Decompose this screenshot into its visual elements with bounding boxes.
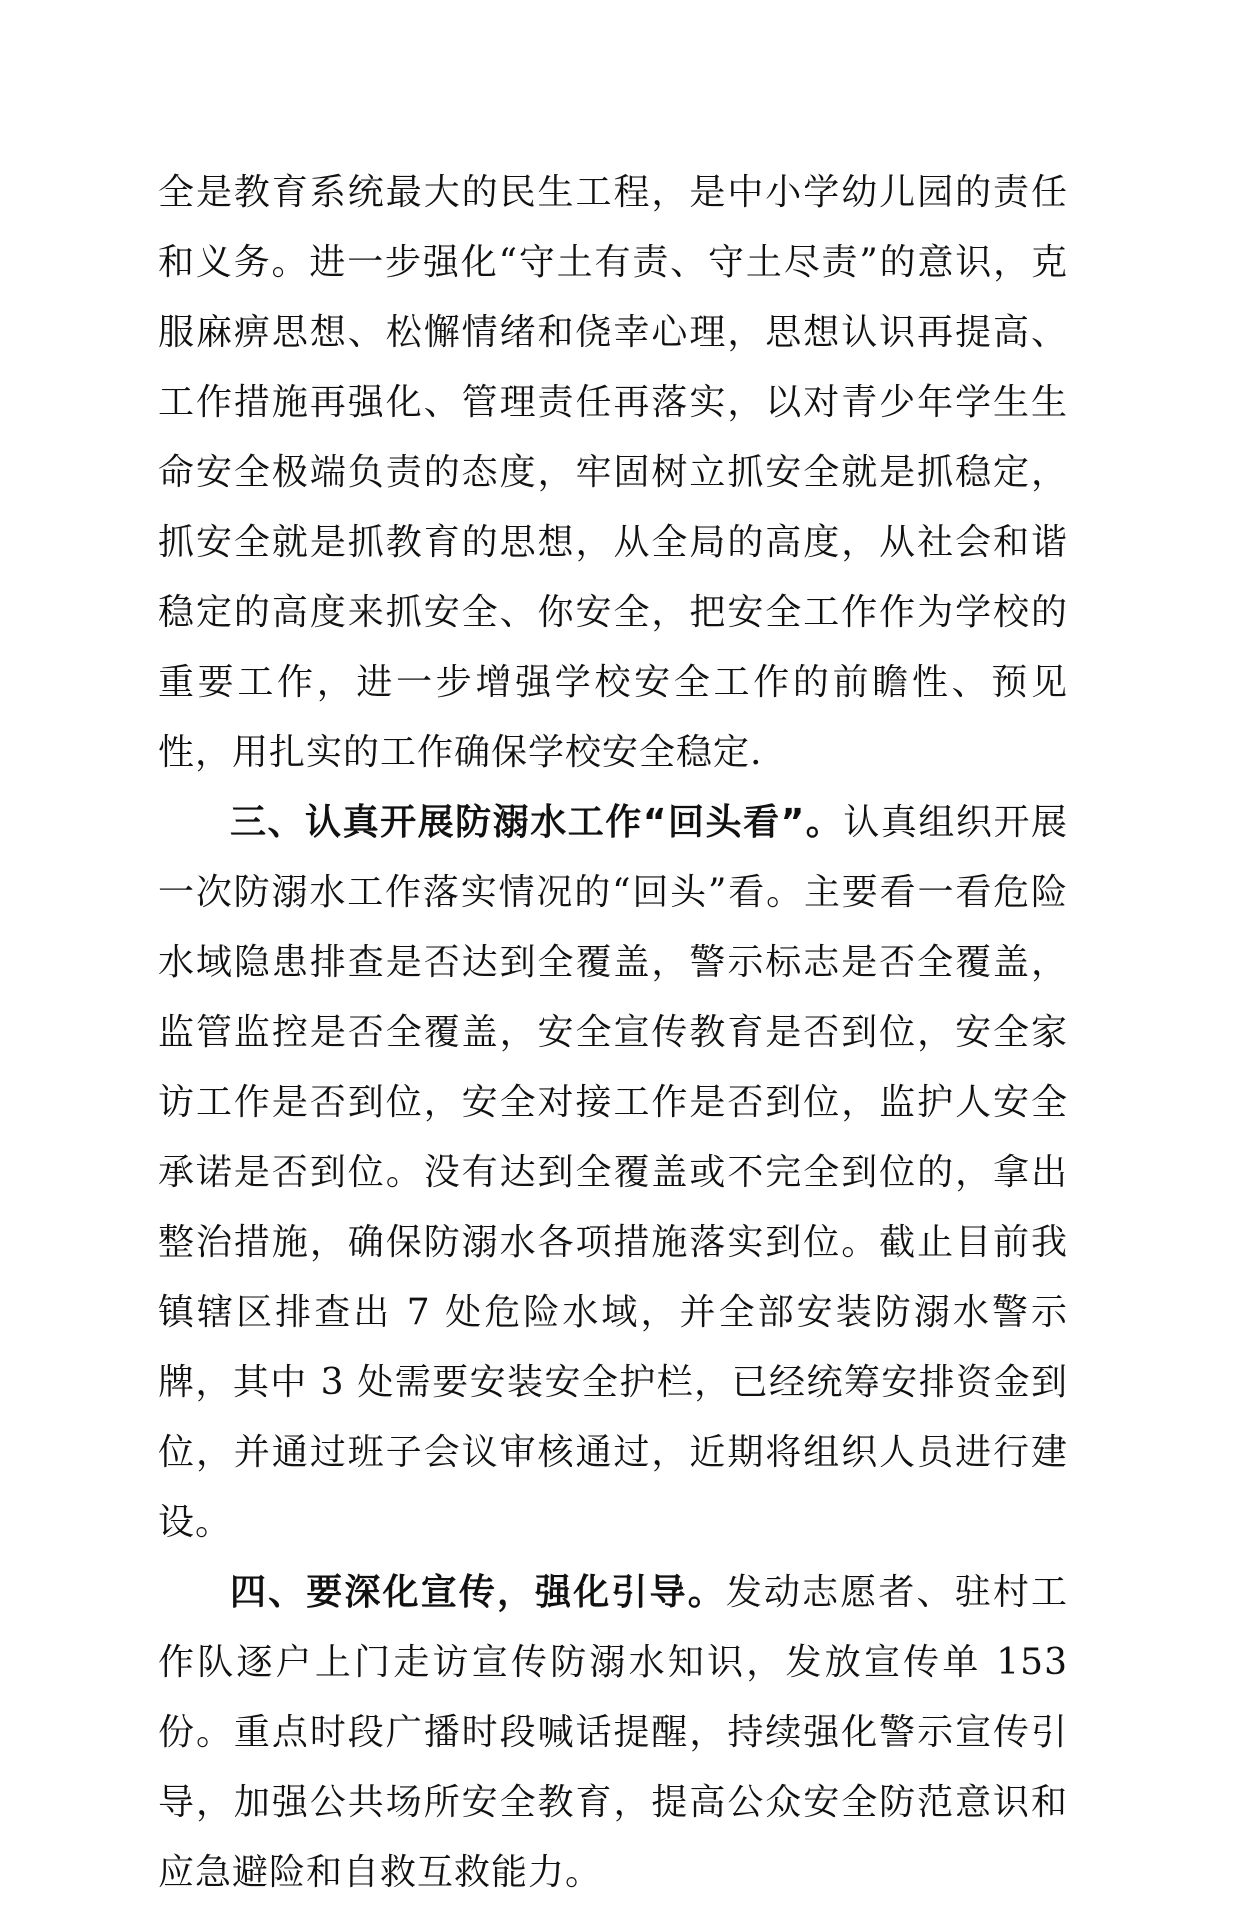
document-body bbox=[158, 158, 1068, 1908]
section-3-body: 认真组织开展一次防溺水工作落实情况的“回头”看。主要看一看危险水域隐患排查是否达到全覆盖，警示标志是否全覆盖，监管监控是否全覆盖，安全宣传教育是否到位，安全家访工作是否到位，安全对接工作是否到位，监护人安全承诺是否到位。没有达到全覆盖或不完全到位的，拿出整治措施，确保防溺水各项措施落实到位。截止目前我镇辖区排查出 7 处危险水域，并全部安装防溺水警示牌，其中 3 处需要安装安全护栏，已经统筹安排资金到位，并通过班子会议审核通过，近期将组织人员进行建设。 bbox=[158, 802, 1068, 1543]
paragraph-continued: 全是教育系统最大的民生工程，是中小学幼儿园的责任和义务。进一步强化“守土有责、守土尽责”的意识，克服麻痹思想、松懈情绪和侥幸心理，思想认识再提高、工作措施再强化、管理责任再落实，以对青少年学生生命安全极端负责的态度，牢固树立抓安全就是抓稳定，抓安全就是抓教育的思想，从全局的高度，从社会和谐稳定的高度来抓安全、你安全，把安全工作作为学校的重要工作，进一步增强学校安全工作的前瞻性、预见性，用扎实的工作确保学校安全稳定. bbox=[158, 172, 1068, 773]
section-3-heading: 三、认真开展防溺水工作“回头看”。 bbox=[230, 802, 844, 843]
paragraph-section-3 bbox=[158, 788, 1068, 1558]
section-4-body: 发动志愿者、驻村工作队逐户上门走访宣传防溺水知识，发放宣传单 153 份。重点时段广播时段喊话提醒，持续强化警示宣传引导，加强公共场所安全教育，提高公众安全防范意识和应急避险和自救互救能力。 bbox=[158, 1572, 1068, 1893]
section-4-heading: 四、要深化宣传，强化引导。 bbox=[230, 1572, 726, 1613]
paragraph-section-4 bbox=[158, 1558, 1068, 1908]
